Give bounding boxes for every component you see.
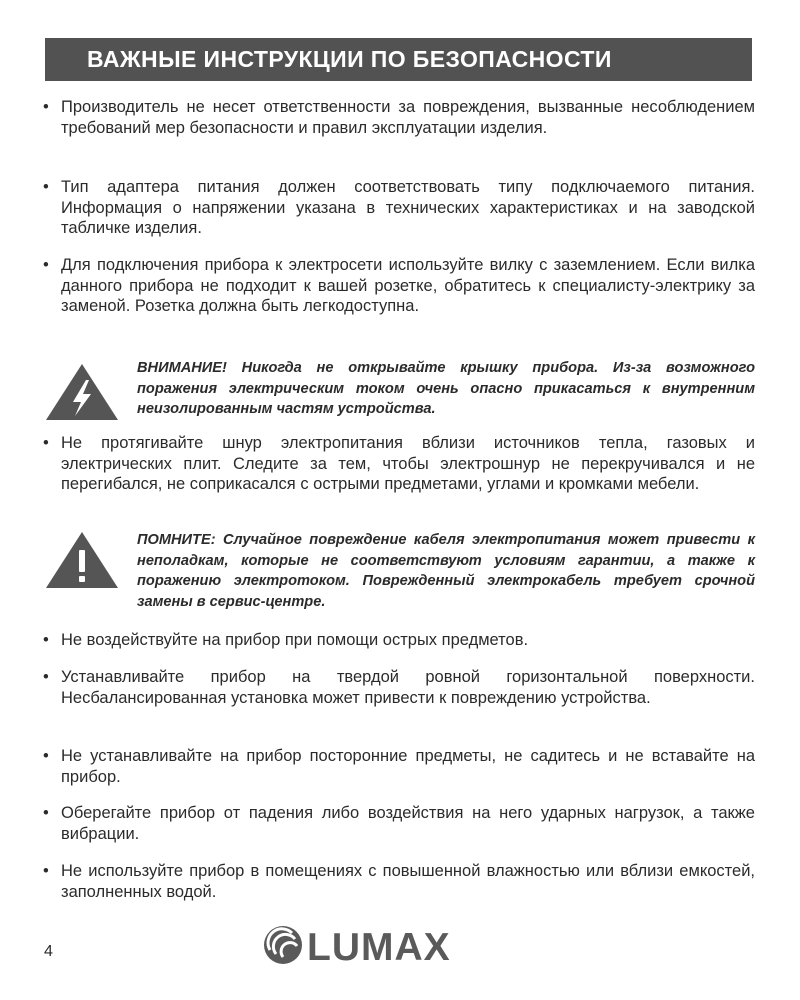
list-item	[43, 255, 755, 317]
list-item-text: Не используйте прибор в помещениях с повышенной влажностью или вблизи емкостей, заполненных водой.	[61, 862, 755, 901]
bullet-dot: •	[43, 178, 49, 196]
bullet-dot: •	[43, 256, 49, 274]
reminder-note	[137, 530, 755, 612]
list-item	[43, 630, 755, 651]
list-item-text: Тип адаптера питания должен соответствовать типу подключаемого питания. Информация о напряжении указана в технических характеристиках и на заводской табличке изделия.	[61, 178, 755, 238]
lumax-logo	[262, 924, 542, 966]
list-item-text: Не устанавливайте на прибор посторонние предметы, не садитесь и не вставайте на прибор.	[61, 747, 755, 786]
bullet-dot: •	[43, 862, 49, 880]
warning-note	[137, 358, 755, 420]
lightning-warning-icon	[44, 362, 120, 422]
bullet-dot: •	[43, 804, 49, 822]
list-item	[43, 667, 755, 708]
list-item	[43, 746, 755, 787]
section-header	[45, 38, 752, 81]
list-item	[43, 803, 755, 844]
list-item	[43, 861, 755, 902]
list-item-text: Не воздействуйте на прибор при помощи острых предметов.	[61, 631, 529, 649]
section-title: ВАЖНЫЕ ИНСТРУКЦИИ ПО БЕЗОПАСНОСТИ	[87, 46, 612, 72]
list-item-text: Оберегайте прибор от падения либо воздействия на него ударных нагрузок, а также вибрации.	[61, 804, 755, 843]
list-item	[43, 97, 755, 138]
warning-text: ВНИМАНИЕ! Никогда не открывайте крышку прибора. Из-за возможного поражения электрическим током очень опасно прикасаться к внутренним неизолированным частям устройства.	[137, 360, 755, 418]
list-item-text: Устанавливайте прибор на твердой ровной горизонтальной поверхности. Несбалансированная установка может привести к повреждению устройства.	[61, 668, 755, 707]
bullet-dot: •	[43, 434, 49, 452]
brand-name: LUMAX	[307, 926, 451, 966]
warning-text: ПОМНИТЕ: Случайное повреждение кабеля электропитания может привести к неполадкам, которые не соответствуют условиям гарантии, а также к поражению электротоком. Поврежденный электрокабель требует срочной замены в сервис-центре.	[137, 532, 755, 610]
bullet-dot: •	[43, 631, 49, 649]
list-item-text: Производитель не несет ответственности за повреждения, вызванные несоблюдением требований мер безопасности и правил эксплуатации изделия.	[61, 98, 755, 137]
list-item	[43, 177, 755, 239]
bullet-dot: •	[43, 747, 49, 765]
list-item	[43, 433, 755, 495]
page-number: 4	[44, 943, 53, 960]
bullet-dot: •	[43, 668, 49, 686]
exclamation-warning-icon	[44, 530, 120, 590]
list-item-text: Для подключения прибора к электросети используйте вилку с заземлением. Если вилка данного прибора не подходит к вашей розетке, обратитесь к специалисту-электрику за заменой. Розетка должна быть легкодоступна.	[61, 256, 755, 316]
bullet-dot: •	[43, 98, 49, 116]
list-item-text: Не протягивайте шнур электропитания вблизи источников тепла, газовых и электрических плит. Следите за тем, чтобы электрошнур не перекручивался и не перегибался, не соприкасался с острыми предметами, углами и кромками мебели.	[61, 434, 755, 494]
